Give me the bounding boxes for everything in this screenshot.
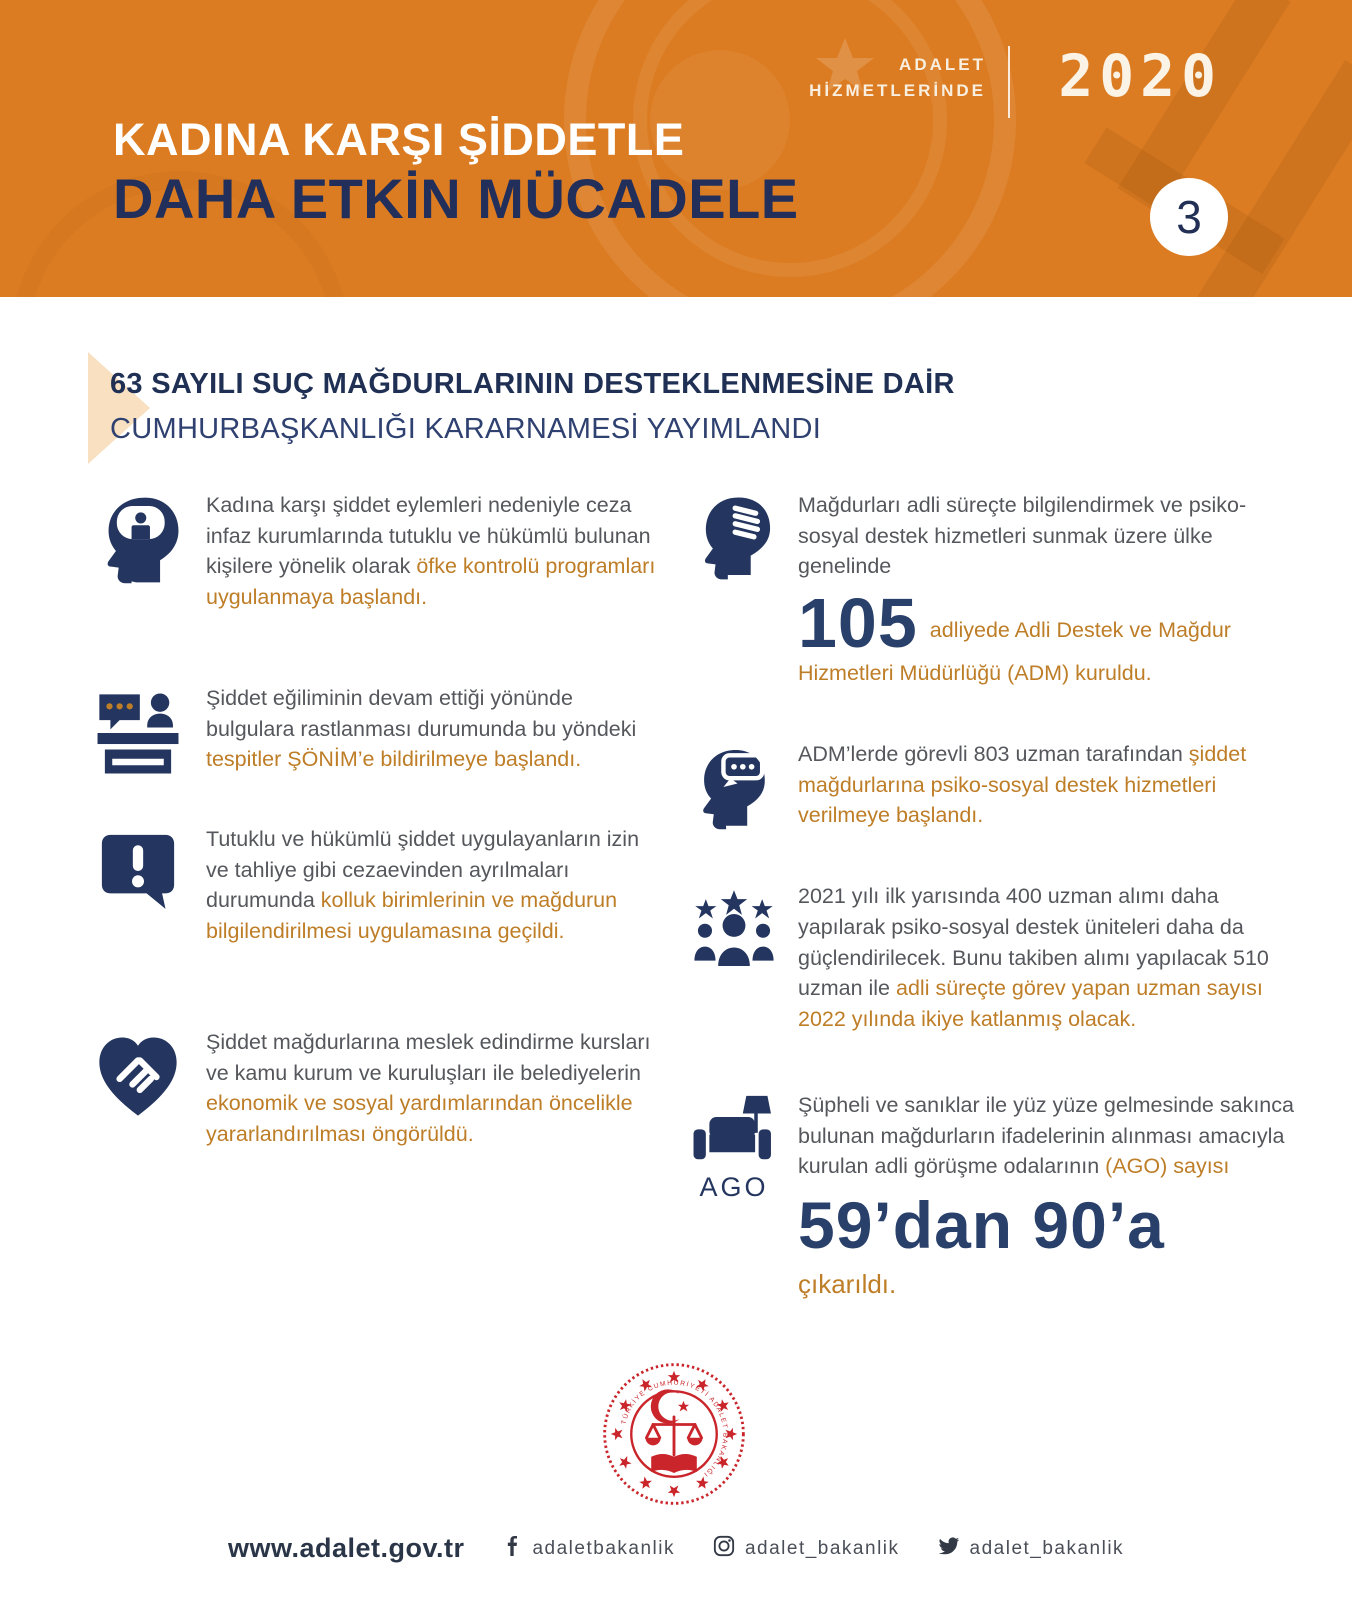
item-text-highlight: (AGO) sayısı [1105,1154,1230,1179]
item-text-plain: Şiddet mağdurlarına meslek edindirme kursları ve kamu kurum ve kuruluşları ile belediyelerin [206,1029,651,1085]
section-heading-line2: CUMHURBAŞKANLIĞI KARARNAMESİ YAYIMLANDI [110,412,822,445]
item-expert-recruitment [688,881,1296,1035]
footer [0,1533,1352,1564]
item-text [206,824,660,947]
ago-icon-label: AGO [699,1171,769,1202]
item-text [798,490,1296,582]
left-column [88,490,660,1150]
item-text-plain: ADM’lerde görevli 803 uzman tarafından [798,741,1189,766]
brand-line1: ADALET [899,55,986,74]
warning-bubble-icon [88,824,188,947]
expert-team-stars-icon [688,881,780,1035]
title-line2: DAHA ETKİN MÜCADELE [113,166,799,230]
facebook-link[interactable] [502,1536,674,1561]
section-heading [110,362,955,452]
item-text [206,490,660,613]
item-text [798,881,1296,1035]
item-adm-established [688,490,1296,689]
item-stat-text [798,584,1296,689]
item-text-highlight: adliyede Adli Destek ve Mağdur Hizmetleri Müdürlüğü (ADM) kuruldu. [798,618,1231,686]
item-text-plain: Şiddet eğiliminin devam ettiği yönünde bulgulara rastlanması durumunda bu yöndeki [206,685,637,741]
item-social-support [88,1027,660,1150]
instagram-icon [713,1535,735,1562]
psycho-social-head-icon [688,490,780,689]
item-release-notification [88,824,660,947]
right-column [688,490,1296,1303]
twitter-handle: adalet_bakanlik [969,1537,1125,1559]
stat-number: 105 [798,584,918,663]
page-title [113,116,799,229]
item-adm-experts [688,739,1296,831]
item-text [206,1027,660,1150]
interview-room-sofa-icon [688,1090,780,1303]
website-link[interactable]: www.adalet.gov.tr [227,1533,465,1563]
item-text-plain: Tutuklu ve hükümlü şiddet uygulayanların izin ve tahliye gibi cezaevinden ayrılmaları durumunda [206,826,640,913]
stat-tail: çıkarıldı. [798,1268,897,1299]
item-text-plain: Mağdurları adli süreçte bilgilendirmek ve psiko-sosyal destek hizmetleri sunmak üzere ülke genelinde [798,493,1247,579]
item-sonim-report [88,683,660,779]
page-number: 3 [1176,191,1202,243]
brand-lockup [809,52,986,105]
brand-divider [1008,46,1010,118]
item-text-highlight: şiddet mağdurlarına psiko-sosyal destek hizmetleri verilmeye başlandı. [798,741,1247,828]
brand-line2: HİZMETLERİNDE [809,81,986,101]
item-interview-rooms [688,1090,1296,1303]
facebook-icon [502,1536,522,1561]
header-banner [0,0,1352,297]
seal-ring-text: TÜRKİYE CUMHURİYETİ ADALET BAKANLIĞI [620,1379,729,1479]
item-text [206,683,660,779]
item-text-highlight: öfke kontrolü programları uygulanmaya başlandı. [206,554,656,610]
item-anger-control [88,490,660,613]
item-text-highlight: tespitler ŞÖNİM’e bildirilmeye başlandı. [206,747,582,772]
instagram-handle: adalet_bakanlik [744,1537,900,1559]
twitter-link[interactable] [938,1535,1125,1562]
page-number-badge [1150,178,1228,256]
instagram-link[interactable] [713,1535,900,1562]
title-line1: KADINA KARŞI ŞİDDETLE [113,114,685,165]
twitter-icon [938,1535,960,1562]
item-text-highlight: adli süreçte görev yapan uzman sayısı 2022 yılında ikiye katlanmış olacak. [798,976,1263,1032]
section-heading-line1: 63 SAYILI SUÇ MAĞDURLARININ DESTEKLENMESİNE DAİR [110,368,955,400]
item-text-highlight: ekonomik ve sosyal yardımlarından öncelikle yararlandırılması öngörüldü. [206,1091,633,1147]
report-desk-icon [88,683,188,779]
item-text-highlight: kolluk birimlerinin ve mağdurun bilgilendirilmesi uygulamasına geçildi. [206,888,618,944]
item-text-plain: Kadına karşı şiddet eylemleri nedeniyle ceza infaz kurumlarında tutuklu ve hükümlü bulunan kişilere yönelik olarak [206,493,651,579]
ministry-of-justice-seal [598,1358,750,1510]
counseling-head-icon [688,739,780,831]
item-text-plain: 2021 yılı ilk yarısında 400 uzman alımı daha yapılarak psiko-sosyal destek üniteleri daha da güçlendirilecek. Bunu takiben alımı yapılacak 510 uzman ile [798,884,1269,1001]
item-text [798,1090,1296,1182]
anger-control-head-icon [88,490,188,613]
item-text [798,739,1296,831]
stat-number: 59’dan 90’a [798,1188,1165,1263]
item-text-plain: Şüpheli ve sanıklar ile yüz yüze gelmesinde sakınca bulunan mağdurların ifadelerinin alınması amacıyla kurulan adli görüşme odalarının [798,1092,1294,1179]
year-label: 2020 [1058,42,1222,110]
facebook-handle: adaletbakanlik [532,1537,675,1559]
heart-handshake-icon [88,1027,188,1150]
